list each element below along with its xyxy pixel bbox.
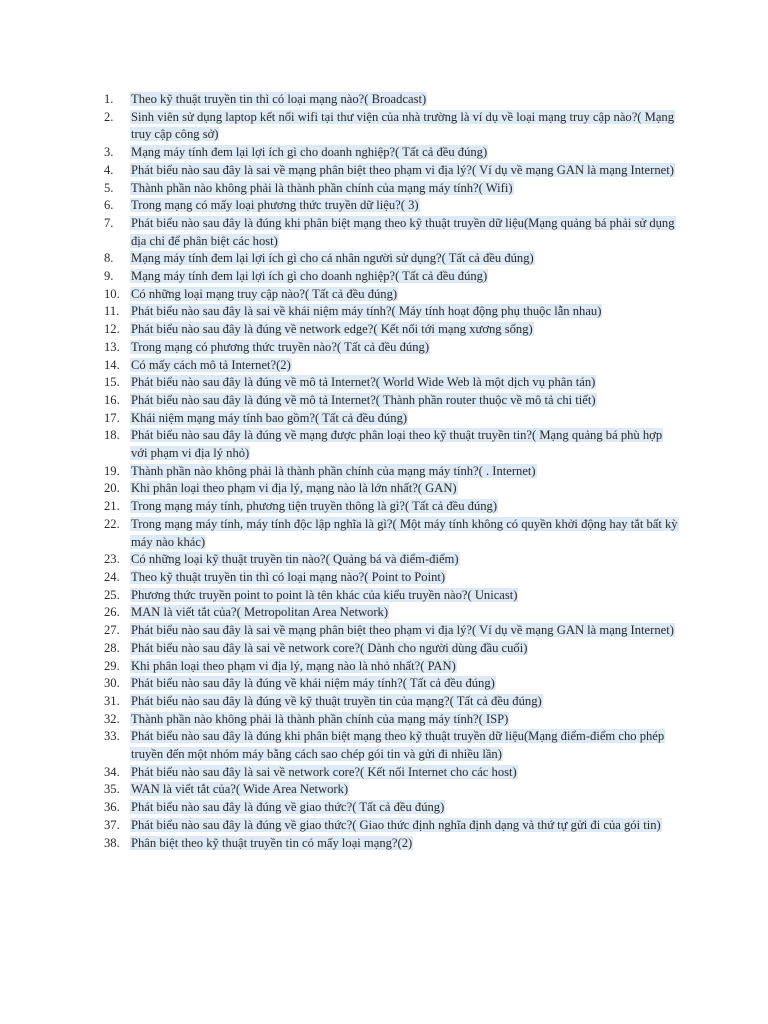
item-text: Phát biểu nào sau đây là sai về network core?( Kết nối Internet cho các host) — [131, 764, 517, 779]
item-text: Phát biểu nào sau đây là sai về mạng phân biệt theo phạm vi địa lý?( Ví dụ về mạng GAN là mạng Internet) — [131, 623, 674, 638]
item-number: 22. — [104, 516, 120, 531]
item-text: Trong mạng máy tính, máy tính độc lập nghĩa là gì?( Một máy tính không có quyền khởi động hay tắt bất kỳ máy nào khác) — [131, 516, 678, 549]
item-number: 35. — [104, 782, 120, 797]
item-text: Phát biểu nào sau đây là sai về khái niệm máy tính?( Máy tính hoạt động phụ thuộc lẫn nhau) — [131, 304, 602, 319]
item-number: 24. — [104, 569, 120, 584]
list-item — [0, 799, 768, 817]
list-item — [0, 728, 768, 763]
list-item — [0, 286, 768, 304]
question-list — [0, 91, 768, 852]
item-text: Có mấy cách mô tả Internet?(2) — [131, 357, 291, 372]
item-text: Phân biệt theo kỹ thuật truyền tin có mấy loại mạng?(2) — [131, 835, 413, 850]
list-item — [0, 604, 768, 622]
list-item — [0, 197, 768, 215]
item-text: Phát biểu nào sau đây là sai về network core?( Dành cho người dùng đầu cuối) — [131, 640, 528, 655]
list-item — [0, 410, 768, 428]
item-text: Khi phân loại theo phạm vi địa lý, mạng nào là nhỏ nhất?( PAN) — [131, 658, 456, 673]
item-text: Phát biểu nào sau đây là đúng khi phân biệt mạng theo kỹ thuật truyền dữ liệu(Mạng điểm-điểm cho phép truyền đến một nhóm máy bằng cách sao chép gói tin và gửi đi nhiều lần) — [131, 729, 665, 762]
item-number: 5. — [104, 180, 114, 195]
item-text: Phát biểu nào sau đây là đúng về mô tả Internet?( World Wide Web là một dịch vụ phân tán) — [131, 375, 596, 390]
item-number: 4. — [104, 162, 114, 177]
item-number: 11. — [104, 304, 120, 319]
list-item — [0, 764, 768, 782]
item-text: MAN là viết tắt của?( Metropolitan Area Network) — [131, 605, 389, 620]
item-text: Phát biểu nào sau đây là đúng về kỹ thuật truyền tin của mạng?( Tất cả đều đúng) — [131, 693, 542, 708]
item-number: 1. — [104, 92, 114, 106]
item-number: 25. — [104, 587, 120, 602]
item-text: Phương thức truyền point to point là tên khác của kiểu truyền nào?( Unicast) — [131, 587, 518, 602]
item-number: 8. — [104, 251, 114, 266]
item-text: Mạng máy tính đem lại lợi ích gì cho cá nhân người sử dụng?( Tất cả đều đúng) — [131, 251, 534, 266]
item-text: WAN là viết tắt của?( Wide Area Network) — [131, 782, 349, 797]
item-number: 31. — [104, 693, 120, 708]
item-text: Trong mạng có phương thức truyền nào?( Tất cả đều đúng) — [131, 339, 430, 354]
list-item — [0, 268, 768, 286]
item-number: 18. — [104, 428, 120, 443]
item-text: Có những loại mạng truy cập nào?( Tất cả đều đúng) — [131, 286, 398, 301]
item-number: 16. — [104, 392, 120, 407]
item-text: Thành phần nào không phải là thành phần chính của mạng máy tính?( Wifi) — [131, 180, 513, 195]
item-text: Trong mạng có mấy loại phương thức truyền dữ liệu?( 3) — [131, 198, 419, 213]
item-text: Phát biểu nào sau đây là đúng về network edge?( Kết nối tới mạng xương sống) — [131, 322, 533, 337]
item-number: 14. — [104, 357, 120, 372]
document-page — [0, 91, 768, 852]
list-item — [0, 480, 768, 498]
item-text: Theo kỹ thuật truyền tin thì có loại mạng nào?( Point to Point) — [131, 569, 446, 584]
item-text: Phát biểu nào sau đây là đúng về mạng được phân loại theo kỹ thuật truyền tin?( Mạng quảng bá phù hợp với phạm vi địa lý nhỏ) — [131, 428, 663, 461]
item-number: 12. — [104, 322, 120, 337]
item-number: 30. — [104, 676, 120, 691]
list-item — [0, 374, 768, 392]
list-item — [0, 91, 768, 109]
list-item — [0, 215, 768, 250]
item-number: 23. — [104, 552, 120, 567]
item-number: 17. — [104, 410, 120, 425]
list-item — [0, 781, 768, 799]
list-item — [0, 144, 768, 162]
list-item — [0, 392, 768, 410]
item-number: 38. — [104, 835, 120, 850]
item-number: 7. — [104, 215, 114, 230]
list-item — [0, 321, 768, 339]
item-number: 2. — [104, 109, 114, 124]
item-text: Khái niệm mạng máy tính bao gồm?( Tất cả đều đúng) — [131, 410, 408, 425]
list-item — [0, 162, 768, 180]
list-item — [0, 622, 768, 640]
list-item — [0, 357, 768, 375]
item-number: 36. — [104, 800, 120, 815]
item-number: 28. — [104, 640, 120, 655]
list-item — [0, 693, 768, 711]
item-text: Mạng máy tính đem lại lợi ích gì cho doanh nghiệp?( Tất cả đều đúng) — [131, 145, 488, 160]
list-item — [0, 658, 768, 676]
list-item — [0, 339, 768, 357]
list-item — [0, 427, 768, 462]
item-text: Phát biểu nào sau đây là đúng về mô tả Internet?( Thành phần router thuộc về mô tả chi tiết) — [131, 392, 596, 407]
item-number: 26. — [104, 605, 120, 620]
list-item — [0, 817, 768, 835]
item-text: Khi phân loại theo phạm vi địa lý, mạng nào là lớn nhất?( GAN) — [131, 481, 457, 496]
item-number: 27. — [104, 623, 120, 638]
item-text: Thành phần nào không phải là thành phần chính của mạng máy tính?( ISP) — [131, 711, 509, 726]
item-number: 20. — [104, 481, 120, 496]
item-number: 10. — [104, 286, 120, 301]
item-text: Phát biểu nào sau đây là đúng về giao thức?( Giao thức định nghĩa định dạng và thứ tự gửi đi của gói tin) — [131, 817, 661, 832]
list-item — [0, 498, 768, 516]
item-number: 37. — [104, 817, 120, 832]
list-item — [0, 250, 768, 268]
item-number: 3. — [104, 145, 114, 160]
list-item — [0, 516, 768, 551]
item-number: 6. — [104, 198, 114, 213]
item-number: 19. — [104, 463, 120, 478]
list-item — [0, 835, 768, 853]
item-number: 29. — [104, 658, 120, 673]
item-number: 21. — [104, 499, 120, 514]
list-item — [0, 303, 768, 321]
item-text: Có những loại kỹ thuật truyền tin nào?( Quảng bá và điểm-điểm) — [131, 552, 459, 567]
list-item — [0, 587, 768, 605]
item-number: 34. — [104, 764, 120, 779]
list-item — [0, 640, 768, 658]
list-item — [0, 675, 768, 693]
item-text: Phát biểu nào sau đây là đúng khi phân biệt mạng theo kỹ thuật truyền dữ liệu(Mạng quảng bá phải sử dụng địa chỉ để phân biệt các host) — [131, 215, 675, 248]
item-text: Sinh viên sử dụng laptop kết nối wifi tại thư viện của nhà trường là ví dụ về loại mạng truy cập nào?( Mạng truy cập công sở) — [131, 109, 675, 142]
item-text: Phát biểu nào sau đây là sai về mạng phân biệt theo phạm vi địa lý?( Ví dụ về mạng GAN là mạng Internet) — [131, 162, 674, 177]
item-number: 32. — [104, 711, 120, 726]
item-text: Phát biểu nào sau đây là đúng về giao thức?( Tất cả đều đúng) — [131, 800, 445, 815]
item-number: 33. — [104, 729, 120, 744]
item-number: 9. — [104, 269, 114, 284]
list-item — [0, 551, 768, 569]
item-text: Theo kỹ thuật truyền tin thì có loại mạng nào?( Broadcast) — [131, 92, 427, 106]
list-item — [0, 569, 768, 587]
item-number: 15. — [104, 375, 120, 390]
item-number: 13. — [104, 339, 120, 354]
list-item — [0, 711, 768, 729]
item-text: Trong mạng máy tính, phương tiện truyền thông là gì?( Tất cả đều đúng) — [131, 499, 498, 514]
list-item — [0, 109, 768, 144]
list-item — [0, 463, 768, 481]
item-text: Thành phần nào không phải là thành phần chính của mạng máy tính?( . Internet) — [131, 463, 536, 478]
list-item — [0, 180, 768, 198]
item-text: Phát biểu nào sau đây là đúng về khái niệm máy tính?( Tất cả đều đúng) — [131, 676, 495, 691]
item-text: Mạng máy tính đem lại lợi ích gì cho doanh nghiệp?( Tất cả đều đúng) — [131, 269, 488, 284]
